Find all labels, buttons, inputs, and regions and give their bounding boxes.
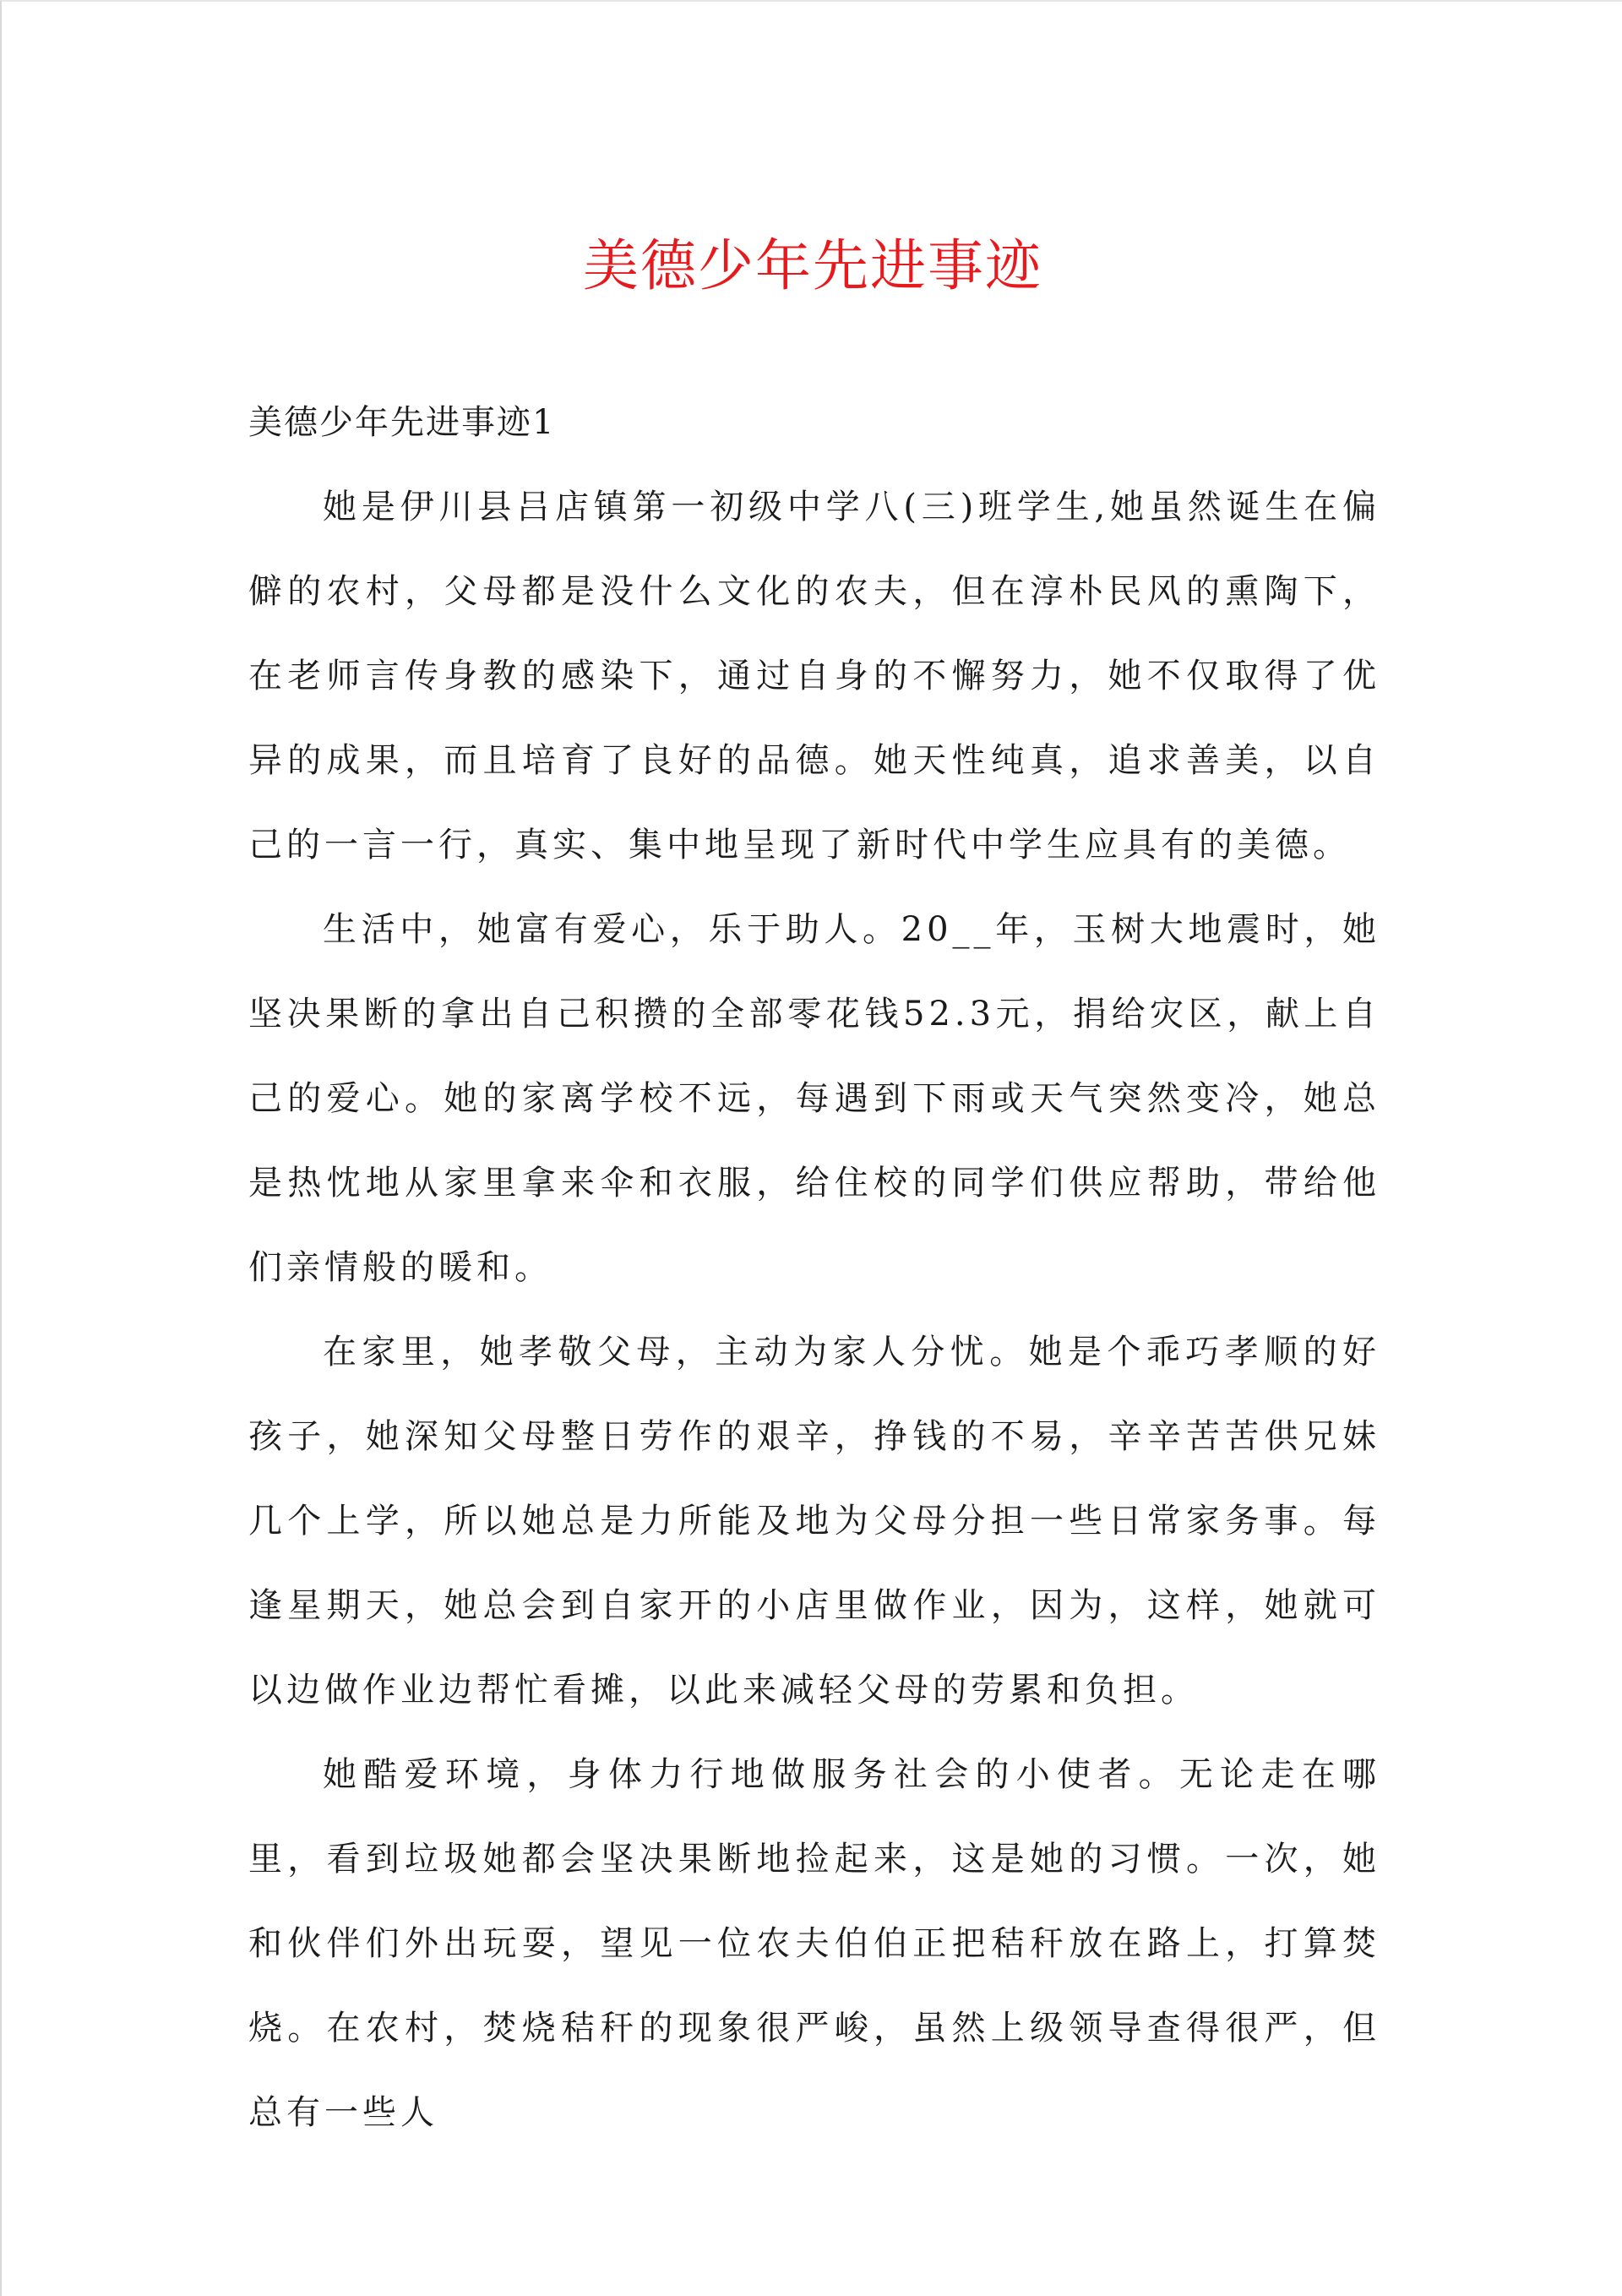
paragraph: 她是伊川县吕店镇第一初级中学八(三)班学生,她虽然诞生在偏僻的农村，父母都是没什么文化的农夫，但在淳朴民风的熏陶下，在老师言传身教的感染下，通过自身的不懈努力，她不仅取得了优异的成果，而且培育了良好的品德。她天性纯真，追求善美，以自己的一言一行，真实、集中地呈现了新时代中学生应具有的美德。 (248, 488, 1380, 864)
paragraph: 在家里，她孝敬父母，主动为家人分忧。她是个乖巧孝顺的好孩子，她深知父母整日劳作的艰辛，挣钱的不易，辛辛苦苦供兄妹几个上学，所以她总是力所能及地为父母分担一些日常家务事。每逢星期天，她总会到自家开的小店里做作业，因为，这样，她就可以边做作业边帮忙看摊，以此来减轻父母的劳累和负担。 (248, 1333, 1380, 1710)
document-body (248, 380, 1380, 2155)
paragraph: 她酷爱环境，身体力行地做服务社会的小使者。无论走在哪里，看到垃圾她都会坚决果断地捡起来，这是她的习惯。一次，她和伙伴们外出玩耍，望见一位农夫伯伯正把秸秆放在路上，打算焚烧。在农村，焚烧秸秆的现象很严峻，虽然上级领导查得很严，但总有一些人 (248, 1755, 1380, 2132)
document-title: 美德少年先进事迹 (583, 233, 1042, 298)
paragraph: 生活中，她富有爱心，乐于助人。20__年，玉树大地震时，她坚决果断的拿出自己积攒的全部零花钱52.3元，捐给灾区，献上自己的爱心。她的家离学校不远，每遇到下雨或天气突然变冷，她总是热忱地从家里拿来伞和衣服，给住校的同学们供应帮助，带给他们亲情般的暖和。 (248, 910, 1380, 1287)
section-heading: 美德少年先进事迹1 (248, 403, 556, 442)
